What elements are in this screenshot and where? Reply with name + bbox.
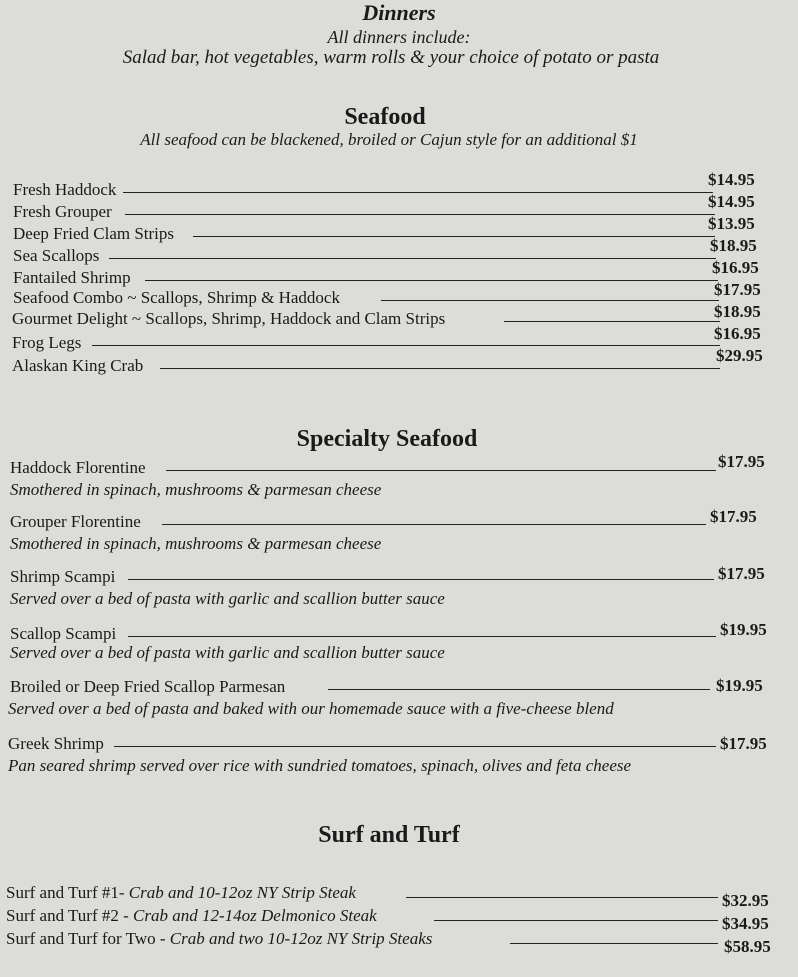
item-name: Haddock Florentine [10, 458, 146, 477]
item-description: Served over a bed of pasta and baked with our homemade sauce with a five-cheese blend [8, 699, 614, 718]
item-name: Surf and Turf #1- [6, 883, 129, 902]
leader-line [381, 300, 719, 301]
item-price: $19.95 [716, 676, 763, 695]
item-name: Alaskan King Crab [12, 356, 144, 375]
item-description: Smothered in spinach, mushrooms & parmesan cheese [10, 534, 382, 553]
item-name: Scallop Scampi [10, 624, 117, 643]
item-name: Surf and Turf #2 - [6, 906, 134, 925]
seafood-title: Seafood [344, 104, 426, 130]
item-price: $17.95 [714, 280, 761, 299]
leader-line [166, 470, 716, 471]
leader-line [92, 345, 720, 346]
leader-line [114, 746, 716, 747]
leader-line [128, 579, 714, 580]
item-price: $17.95 [718, 452, 765, 471]
specialty-title: Specialty Seafood [296, 426, 478, 452]
item-price: $18.95 [710, 236, 757, 255]
item-name: Gourmet Delight ~ Scallops, Shrimp, Haddock and Clam Strips [12, 309, 446, 328]
leader-line [406, 897, 718, 898]
item-price: $17.95 [720, 734, 767, 753]
leader-line [123, 192, 713, 193]
item-description: Smothered in spinach, mushrooms & parmesan cheese [10, 480, 382, 499]
seafood-note: All seafood can be blackened, broiled or Cajun style for an additional $1 [140, 130, 638, 149]
item-name: Frog Legs [12, 333, 82, 352]
item-detail: Crab and 12-14oz Delmonico Steak [133, 906, 377, 925]
leader-line [434, 920, 718, 921]
includes-heading: All dinners include: [327, 27, 471, 47]
item-price: $58.95 [724, 937, 771, 956]
item-name: Surf and Turf for Two - [6, 929, 170, 948]
item-name: Deep Fried Clam Strips [13, 224, 175, 243]
item-description: Pan seared shrimp served over rice with sundried tomatoes, spinach, olives and feta cheese [8, 756, 632, 775]
leader-line [510, 943, 718, 944]
item-price: $16.95 [714, 324, 761, 343]
leader-line [193, 236, 715, 237]
item-price: $14.95 [708, 170, 755, 189]
item-name: Broiled or Deep Fried Scallop Parmesan [10, 677, 286, 696]
leader-line [128, 636, 716, 637]
item-price: $14.95 [708, 192, 755, 211]
item-price: $13.95 [708, 214, 755, 233]
item-name: Fantailed Shrimp [13, 268, 131, 287]
leader-line [109, 258, 716, 259]
leader-line [145, 280, 718, 281]
item-price: $16.95 [712, 258, 759, 277]
leader-line [328, 689, 710, 690]
item-name: Fresh Grouper [13, 202, 112, 221]
surf-turf-title: Surf and Turf [318, 822, 460, 848]
leader-line [162, 524, 706, 525]
item-price: $18.95 [714, 302, 761, 321]
item-description: Served over a bed of pasta with garlic and scallion butter sauce [10, 589, 445, 608]
item-name: Sea Scallops [13, 246, 100, 265]
leader-line [504, 321, 720, 322]
item-detail: Crab and 10-12oz NY Strip Steak [128, 883, 356, 902]
leader-line [125, 214, 715, 215]
item-price: $17.95 [718, 564, 765, 583]
item-name: Shrimp Scampi [10, 567, 116, 586]
item-description: Served over a bed of pasta with garlic and scallion butter sauce [10, 643, 445, 662]
item-detail: Crab and two 10-12oz NY Strip Steaks [169, 929, 433, 948]
leader-line [160, 368, 720, 369]
item-price: $32.95 [722, 891, 769, 910]
item-name: Seafood Combo ~ Scallops, Shrimp & Haddock [13, 288, 340, 307]
item-name: Fresh Haddock [13, 180, 117, 199]
item-price: $17.95 [710, 507, 757, 526]
item-price: $29.95 [716, 346, 763, 365]
item-name: Grouper Florentine [10, 512, 141, 531]
item-price: $19.95 [720, 620, 767, 639]
page-title: Dinners [362, 0, 436, 25]
item-name: Greek Shrimp [8, 734, 104, 753]
includes-list: Salad bar, hot vegetables, warm rolls & your choice of potato or pasta [122, 47, 660, 68]
item-price: $34.95 [722, 914, 769, 933]
